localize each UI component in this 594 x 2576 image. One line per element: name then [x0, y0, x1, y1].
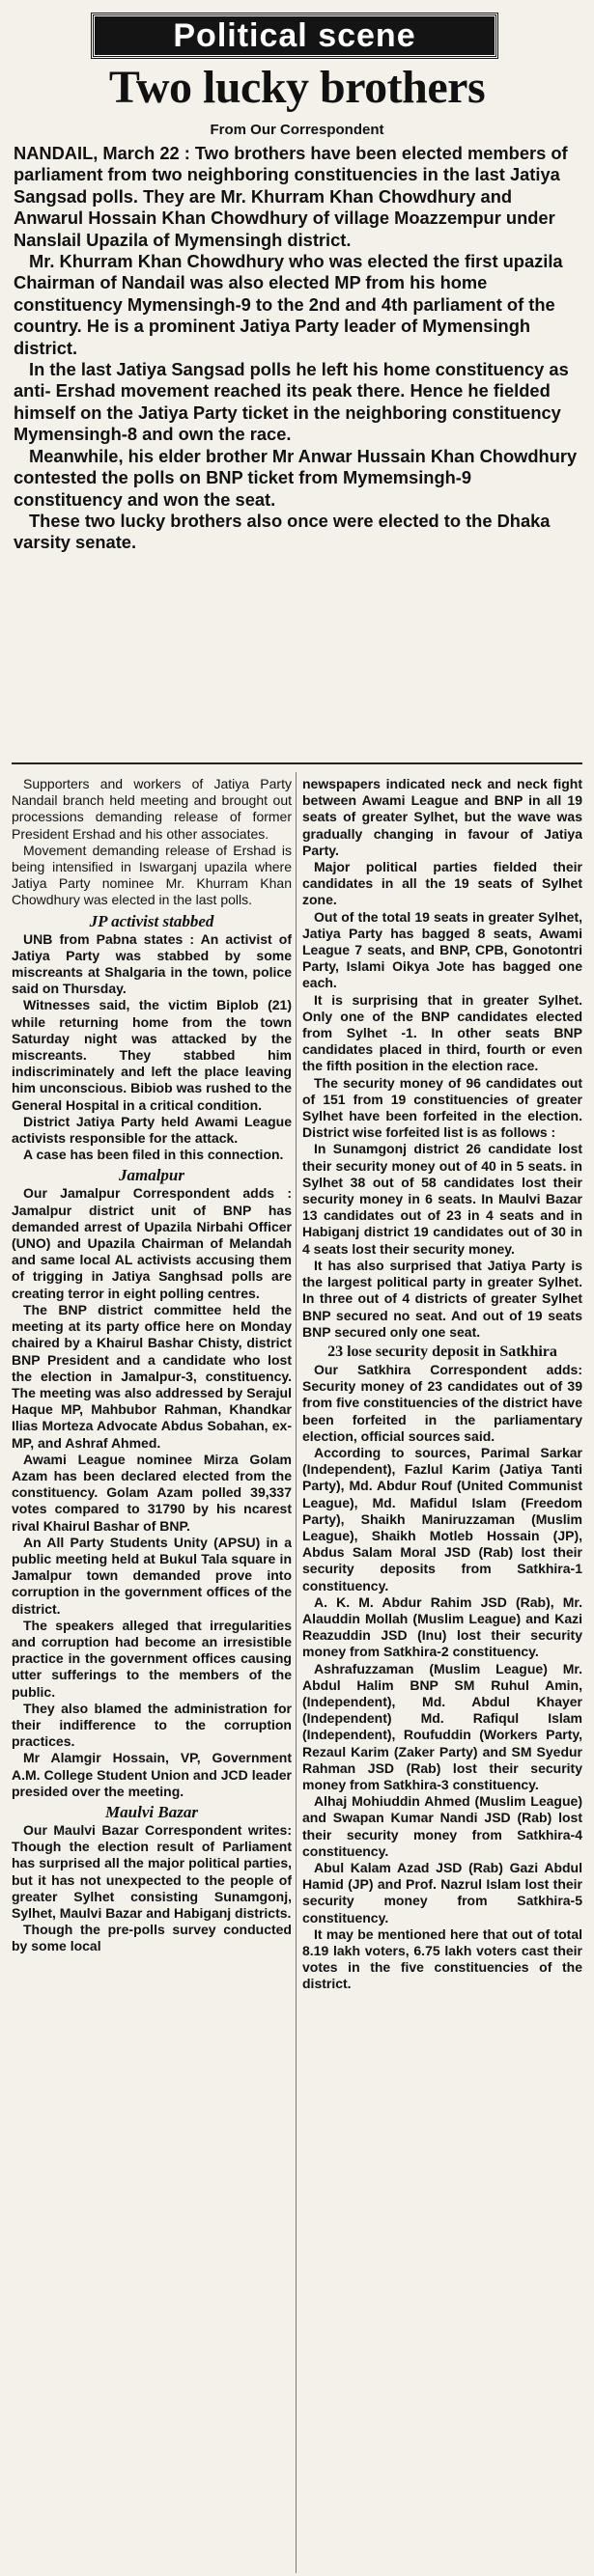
lead-article-body — [14, 143, 581, 554]
paragraph: A case has been filed in this connection. — [23, 1147, 284, 1163]
paragraph: District Jatiya Party held Awami League activists responsible for the attack. — [12, 1113, 292, 1147]
paragraph: Ashrafuzzaman (Muslim League) Mr. Abdul Halim BNP SM Ruhul Amin, (Independent), Md. Abdul Khayer (Independent) Md. Rafiqul Islam (Independent), Roufuddin (Workers Party, Rezaul Karim (Zaker Party) and SM Syedur Rahman JSD (Rab) lost their security money from Satkhira-3 constituency. — [302, 1660, 582, 1792]
paragraph: Though the pre-polls survey conducted by some local — [12, 1922, 292, 1954]
paragraph: Alhaj Mohiuddin Ahmed (Muslim League) and Swapan Kumar Nandi JSD (Rab) lost their security money from Satkhira-4 constituency. — [302, 1793, 582, 1859]
lead-paragraph: Meanwhile, his elder brother Mr Anwar Hussain Khan Chowdhury contested the polls on BNP ticket from Mymemsingh-9 constituency and won the seat. — [14, 445, 578, 510]
byline: From Our Correspondent — [210, 122, 384, 138]
column-divider — [296, 772, 297, 2573]
paragraph: The speakers alleged that irregularities and corruption had become an irresistible practice in the government offices causing utter sufferings to the members of the public. — [12, 1617, 292, 1700]
paragraph: Our Jamalpur Correspondent adds : Jamalpur district unit of BNP has demanded arrest of Upazila Nirbahi Officer (UNO) and Upazila Chairman of Melandah and same local AL activists accusing them of trigging in Jatiya Sanghsad polls are creating terror in eight polling centres. — [12, 1185, 292, 1301]
paragraph: Mr Alamgir Hossain, VP, Government A.M. College Student Union and JCD leader presided over the meeting. — [12, 1750, 292, 1799]
section-banner: Political scene — [92, 14, 497, 58]
paragraph: An All Party Students Unity (APSU) in a public meeting held at Bukul Tala square in Jamalpur town demanded prove into corruption in the government offices of the district. — [12, 1534, 292, 1617]
paragraph: Movement demanding release of Ershad is being intensified in Iswarganj upazila where Jatiya Party nominee Mr. Khurram Khan Chowdhury was elected in the last polls. — [12, 842, 292, 908]
paragraph: The security money of 96 candidates out of 151 from 19 constituencies of greater Sylhet have been forfeited in the election. District wise forfeited list is as follows : — [302, 1074, 582, 1141]
right-column — [302, 776, 582, 2573]
paragraph: Major political parties fielded their candidates in all the 19 seats of Sylhet zone. — [302, 859, 582, 908]
paragraph: UNB from Pabna states : An activist of Jatiya Party was stabbed by some miscreants at Shalgaria in the town, police said on Thursday. — [12, 930, 292, 997]
paragraph: newspapers indicated neck and neck fight between Awami League and BNP in all 19 seats of greater Sylhet, but the wave was gradually changing in favour of Jatiya Party. — [302, 776, 582, 858]
section-divider — [12, 762, 582, 764]
subheading-jp-activist: JP activist stabbed — [89, 911, 214, 930]
paragraph: It has also surprised that Jatiya Party is the largest political party in greater Sylhet. In three out of 4 districts of greater Sylhet BNP secured no seat. And out of 19 seats BNP secured only one seat. — [302, 1257, 582, 1340]
paragraph: According to sources, Parimal Sarkar (Independent), Fazlul Karim (Jatiya Tanti Party), Md. Abdur Rouf (United Communist League), Md. Mafidul Islam (Freedom Party), Shaikh Maniruzzaman (Muslim League), Shaikh Motleb Hossain (JP), Abdus Salam Moral JSD (Rab) lost their security deposits from Satkhira-1 constituency. — [302, 1444, 582, 1593]
paragraph: It is surprising that in greater Sylhet. Only one of the BNP candidates elected from Sylhet -1. In other seats BNP candidates placed in third, fourth or even the fifth position in the election race. — [302, 991, 582, 1074]
paragraph: A. K. M. Abdur Rahim JSD (Rab), Mr. Alauddin Mollah (Muslim League) and Kazi Reazuddin JSD (Inu) lost their security money from Satkhira-2 constituency. — [302, 1593, 582, 1660]
paragraph: In Sunamgonj district 26 candidate lost their security money out of 40 in 5 seats. in Sylhet 38 out of 58 candidates lost their security money in 6 seats. In Maulvi Bazar 13 candidates out of 23 in 4 seats and in Habiganj district 19 candidates out of 30 in 4 seats lost their security money. — [302, 1141, 582, 1257]
paragraph: Out of the total 19 seats in greater Sylhet, Jatiya Party has bagged 8 seats, Awami League 7 seats, and BNP, CPB, Gonotontri Party, Islami Oikya Jote has bagged one each. — [302, 908, 582, 991]
lead-paragraph: NANDAIL, March 22 : Two brothers have been elected members of parliament from two neighboring constituencies in the last Jatiya Sangsad polls. They are Mr. Khurram Khan Chowdhury and Anwarul Hossain Khan Chowdhury of village Moazzempur under Nanslail Upazila of Mymensingh district. — [14, 143, 568, 250]
paragraph: The BNP district committee held the meeting at its party office here on Monday chaired by a Khairul Bashar Chisty, district BNP President and a candidate who lost the election in Jamalpur-3, constituency. The meeting was also addressed by Serajul Haque MP, Mahbubor Rahman, Khandkar Ilias Morteza Advocate Abdus Sobahan, ex-MP, and Ashraf Ahmed. — [12, 1301, 292, 1451]
paragraph: Our Maulvi Bazar Correspondent writes: Though the election result of Parliament has surprised all the major political parties, but it has not unexpected to the people of greater Sylhet consisting Sunamgonj, Sylhet, Maulvi Bazar and Habiganj districts. — [12, 1821, 292, 1921]
paragraph: It may be mentioned here that out of total 8.19 lakh voters, 6.75 lakh voters cast their votes in the five constituencies of the district. — [302, 1925, 582, 1992]
lead-paragraph: Mr. Khurram Khan Chowdhury who was elected the first upazila Chairman of Nandail was also elected MP from his home constituency Mymensingh-9 to the 2nd and 4th parliament of the country. He is a prominent Jatiya Party leader of Mymensingh district. — [14, 251, 563, 358]
paragraph: Abul Kalam Azad JSD (Rab) Gazi Abdul Hamid (JP) and Prof. Nazrul Islam lost their security money from Satkhira-5 constituency. — [302, 1860, 582, 1925]
paragraph: Supporters and workers of Jatiya Party Nandail branch held meeting and brought out processions demanding release of former President Ershad and his other associates. — [12, 776, 292, 842]
subheading-jamalpur: Jamalpur — [118, 1166, 185, 1185]
left-column — [12, 776, 292, 2573]
subheading-satkhira: 23 lose security deposit in Satkhira — [327, 1343, 557, 1360]
paragraph: They also blamed the administration for their indifference to the corruption practices. — [12, 1700, 292, 1750]
headline: Two lucky brothers — [108, 62, 486, 113]
subheading-maulvi-bazar: Maulvi Bazar — [105, 1802, 198, 1821]
paragraph: Witnesses said, the victim Biplob (21) while returning home from the town Saturday night was attacked by the miscreants. They stabbed him indiscriminately and left the place leaving him unconscious. Bibiob was rushed to the General Hospital in a critical condition. — [12, 997, 292, 1113]
lead-paragraph: In the last Jatiya Sangsad polls he left his home constituency as anti- Ershad movement reached its peak there. Hence he fielded himself on the Jatiya Party ticket in the neighboring constituency Mymensingh-8 and own the race. — [14, 359, 569, 445]
paragraph: Awami League nominee Mirza Golam Azam has been declared elected from the constituency. Golam Azam polled 39,337 votes compared to 31790 by his ncarest rival Khairul Bashar of BNP. — [12, 1451, 292, 1534]
lead-paragraph: These two lucky brothers also once were elected to the Dhaka varsity senate. — [14, 510, 551, 553]
paragraph: Our Satkhira Correspondent adds: Security money of 23 candidates out of 39 from five constituencies of the district have been forfeited in the parliamentary election, official sources said. — [302, 1361, 582, 1444]
